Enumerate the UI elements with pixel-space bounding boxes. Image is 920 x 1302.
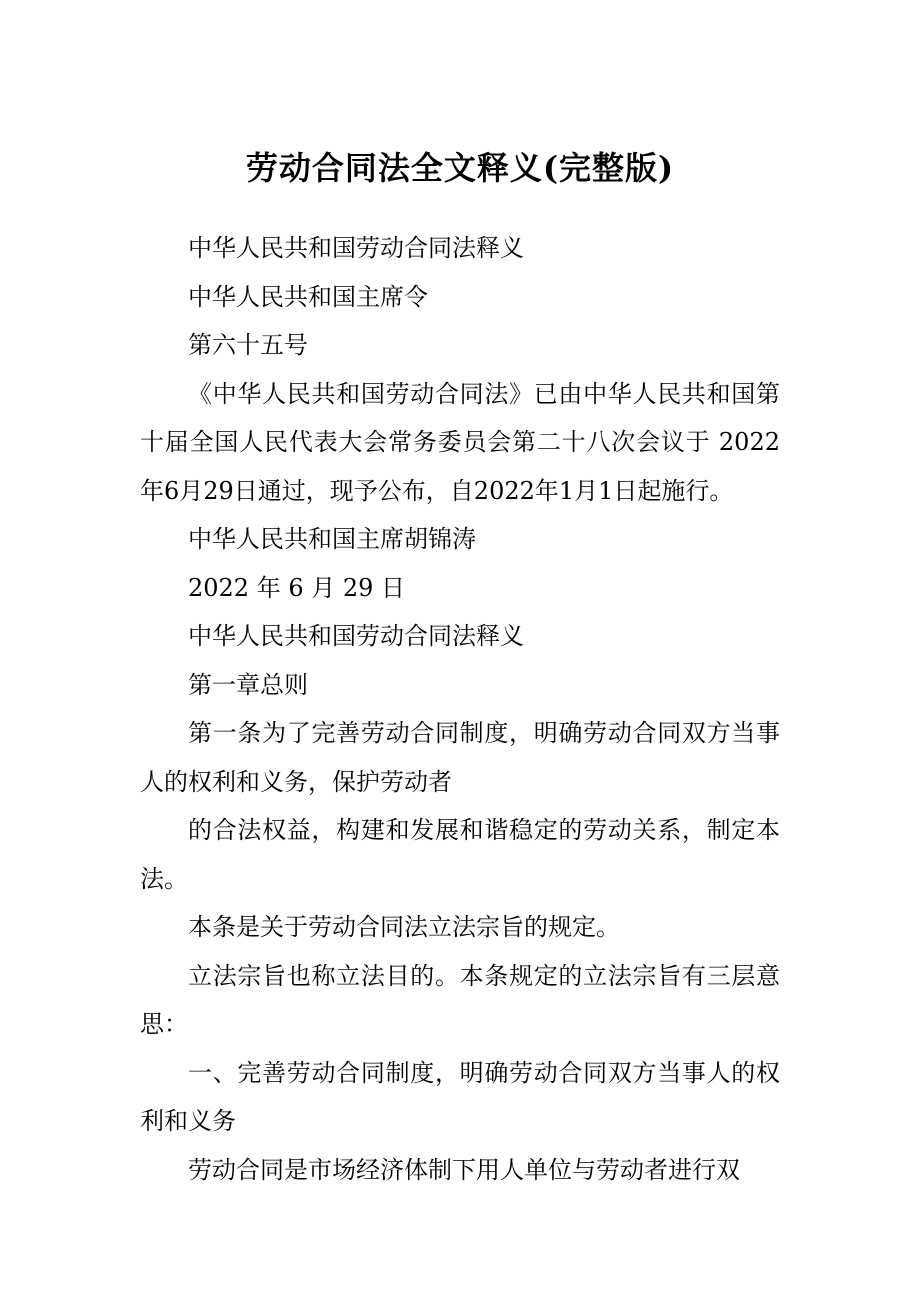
paragraph-9: 第一条为了完善劳动合同制度，明确劳动合同双方当事人的权利和义务，保护劳动者	[140, 719, 780, 796]
document-title: 劳动合同法全文释义(完整版)	[245, 149, 675, 187]
paragraph-5: 中华人民共和国主席胡锦涛	[188, 525, 476, 553]
paragraph-date: 2022 年 6 月 29 日	[188, 573, 406, 602]
paragraph-12: 立法宗旨也称立法目的。本条规定的立法宗旨有三层意思：	[140, 961, 780, 1038]
paragraph-2: 中华人民共和国主席令	[188, 282, 428, 311]
paragraph-3: 第六十五号	[188, 331, 308, 359]
paragraph-7: 中华人民共和国劳动合同法释义	[188, 622, 524, 650]
paragraph-4: 《中华人民共和国劳动合同法》已由中华人民共和国第十届全国人民代表大会常务委员会第二十八次会议于 2022年6月29日通过，现予公布，自2022年1月1日起施行。	[140, 379, 780, 505]
paragraph-8: 第一章总则	[188, 670, 308, 699]
paragraph-14: 劳动合同是市场经济体制下用人单位与劳动者进行双	[188, 1155, 740, 1184]
paragraph-13: 一、完善劳动合同制度，明确劳动合同双方当事人的权利和义务	[140, 1058, 780, 1135]
document-body	[140, 224, 780, 1194]
paragraph-1: 中华人民共和国劳动合同法释义	[188, 234, 524, 262]
paragraph-10: 的合法权益，构建和发展和谐稳定的劳动关系，制定本法。	[140, 816, 780, 893]
paragraph-11: 本条是关于劳动合同法立法宗旨的规定。	[188, 913, 620, 941]
